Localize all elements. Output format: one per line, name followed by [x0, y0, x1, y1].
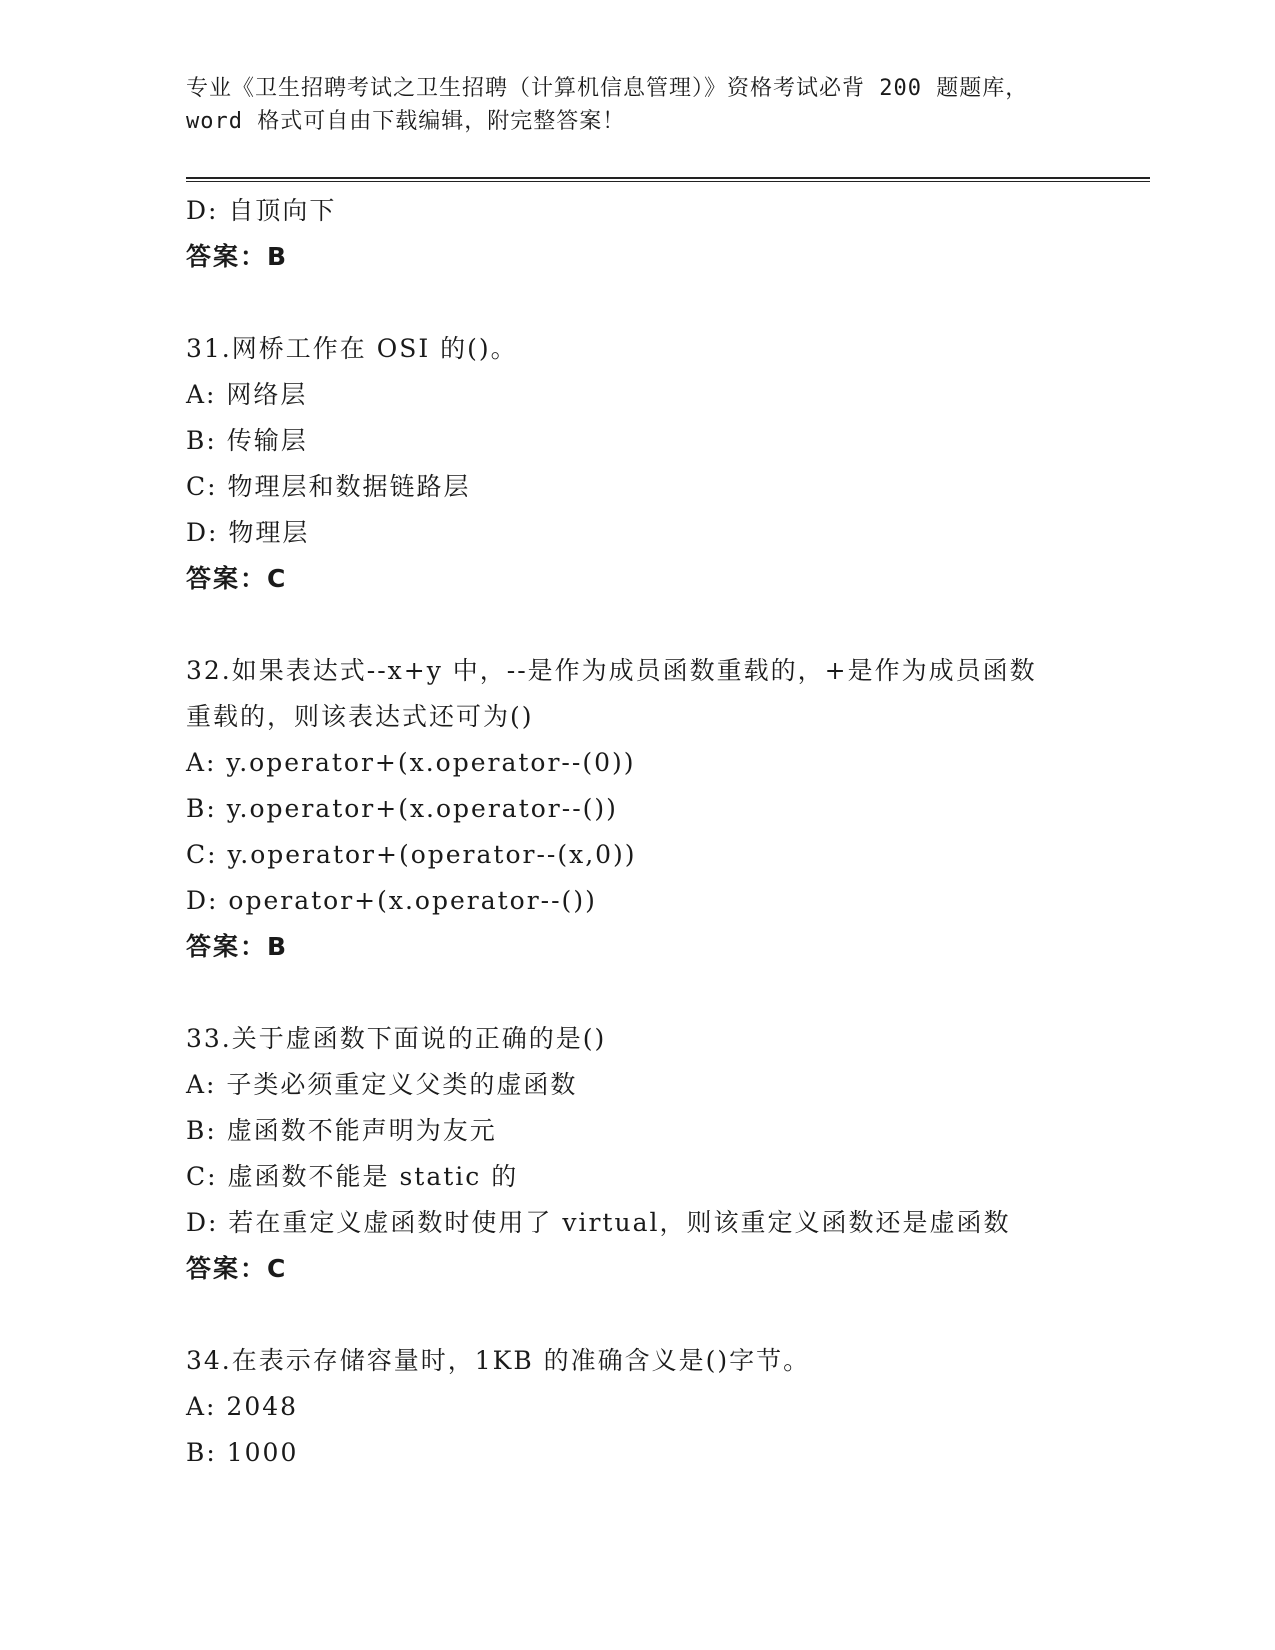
spacer	[186, 602, 1136, 648]
question-stem: 33.关于虚函数下面说的正确的是()	[186, 1024, 607, 1053]
option-c: C: y.operator+(operator--(x,0))	[186, 840, 637, 869]
question-32	[186, 648, 1136, 970]
header-title-line-2: word 格式可自由下载编辑，附完整答案！	[186, 109, 626, 134]
answer-label: 答案：B	[186, 932, 289, 961]
question-list	[186, 188, 1136, 1476]
question-31	[186, 326, 1136, 602]
header-divider	[186, 177, 1150, 182]
question-stem-line-1: 32.如果表达式--x+y 中，--是作为成员函数重载的，+是作为成员函数	[186, 656, 1037, 685]
option-c: C: 物理层和数据链路层	[186, 472, 471, 501]
question-stem: 31.网桥工作在 OSI 的()。	[186, 334, 518, 363]
option-a: A: 子类必须重定义父类的虚函数	[186, 1070, 578, 1099]
option-d: D: 自顶向下	[186, 196, 337, 225]
option-a: A: 2048	[186, 1392, 299, 1421]
option-c: C: 虚函数不能是 static 的	[186, 1162, 519, 1191]
option-b: B: 传输层	[186, 426, 308, 455]
option-d: D: operator+(x.operator--())	[186, 886, 597, 915]
spacer	[186, 1292, 1136, 1338]
answer-label: 答案：C	[186, 564, 288, 593]
option-d: D: 若在重定义虚函数时使用了 virtual，则该重定义函数还是虚函数	[186, 1208, 1011, 1237]
option-a: A: y.operator+(x.operator--(0))	[186, 748, 636, 777]
spacer	[186, 280, 1136, 326]
document-header	[186, 72, 1086, 138]
spacer	[186, 970, 1136, 1016]
option-d: D: 物理层	[186, 518, 310, 547]
option-b: B: 1000	[186, 1438, 299, 1467]
option-b: B: y.operator+(x.operator--())	[186, 794, 618, 823]
option-a: A: 网络层	[186, 380, 308, 409]
question-34	[186, 1338, 1136, 1476]
answer-label: 答案：C	[186, 1254, 288, 1283]
option-b: B: 虚函数不能声明为友元	[186, 1116, 497, 1145]
question-stem-line-2: 重载的，则该表达式还可为()	[186, 702, 534, 731]
answer-label: 答案：B	[186, 242, 289, 271]
header-title-line-1: 专业《卫生招聘考试之卫生招聘（计算机信息管理）》资格考试必背 200 题题库，	[186, 76, 1029, 101]
question-stem: 34.在表示存储容量时，1KB 的准确含义是()字节。	[186, 1346, 811, 1375]
question-33	[186, 1016, 1136, 1292]
